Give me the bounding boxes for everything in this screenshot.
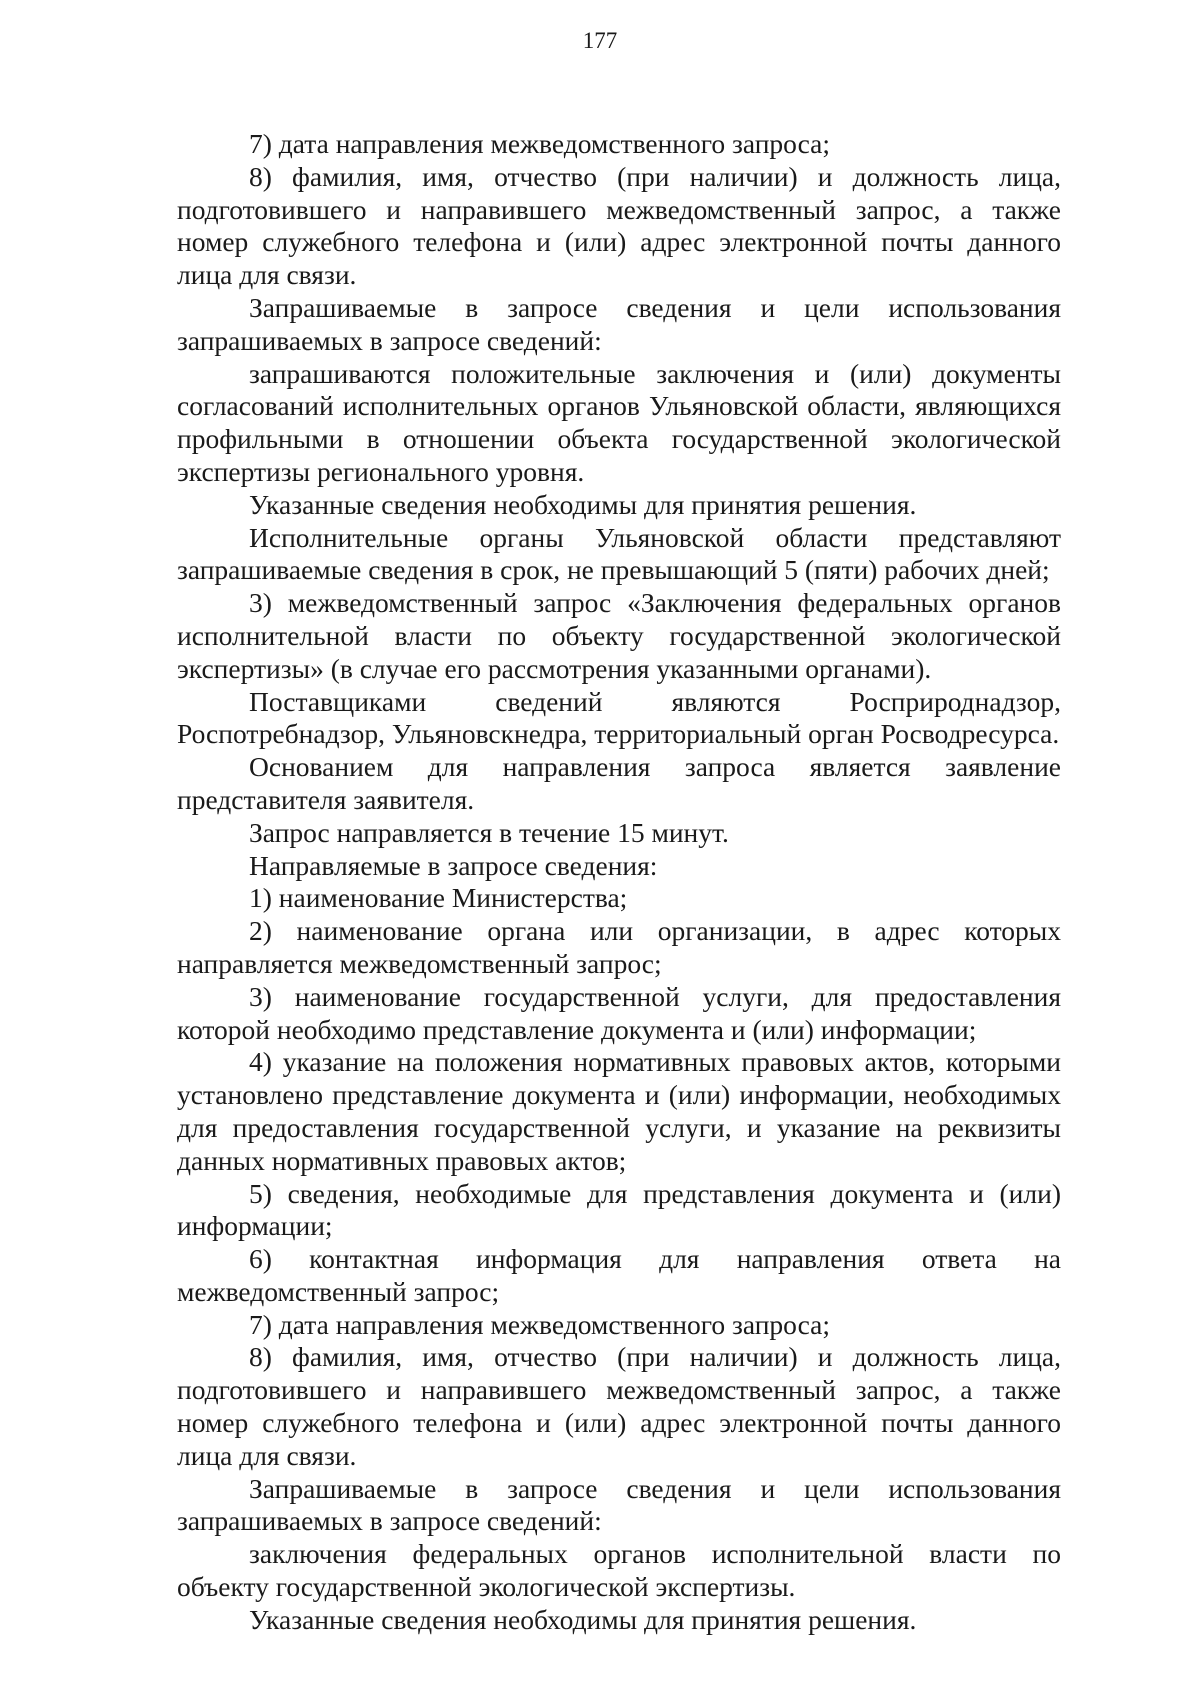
paragraph: 1) наименование Министерства; xyxy=(249,882,628,914)
paragraph: 4) указание на положения нормативных правовых актов, которыми установлено представление документа и (или) информации, необходимых для предоставления государственной услуги, и указание на реквизиты данных нормативных правовых актов; xyxy=(177,1046,1061,1176)
paragraph: Запрашиваемые в запросе сведения и цели использования запрашиваемых в запросе сведений: xyxy=(177,1472,1061,1537)
paragraph: Запрашиваемые в запросе сведения и цели использования запрашиваемых в запросе сведений: xyxy=(177,291,1061,356)
paragraph: Указанные сведения необходимы для принятия решения. xyxy=(249,1603,917,1635)
paragraph: 5) сведения, необходимые для представления документа и (или) информации; xyxy=(177,1177,1061,1242)
page-number: 177 xyxy=(582,28,618,53)
paragraph: 6) контактная информация для направления ответа на межведомственный запрос; xyxy=(177,1243,1061,1307)
paragraph: 2) наименование органа или организации, в адрес которых направляется межведомственный запрос; xyxy=(177,915,1061,979)
document-body xyxy=(177,128,1061,1637)
paragraph: Основанием для направления запроса является заявление представителя заявителя. xyxy=(177,751,1061,815)
paragraph: запрашиваются положительные заключения и (или) документы согласований исполнительных органов Ульяновской области, являющихся профильными в отношении объекта государственной экологической экспертизы регионального уровня. xyxy=(177,357,1061,487)
paragraph: Указанные сведения необходимы для принятия решения. xyxy=(249,488,917,520)
paragraph: 7) дата направления межведомственного запроса; xyxy=(249,128,830,159)
paragraph: 8) фамилия, имя, отчество (при наличии) и должность лица, подготовившего и направившего межведомственный запрос, а также номер служебного телефона и (или) адрес электронной почты данного лица для связи. xyxy=(177,160,1061,291)
paragraph: 8) фамилия, имя, отчество (при наличии) и должность лица, подготовившего и направившего межведомственный запрос, а также номер служебного телефона и (или) адрес электронной почты данного лица для связи. xyxy=(177,1341,1061,1471)
paragraph: 3) межведомственный запрос «Заключения федеральных органов исполнительной власти по объекту государственной экологической экспертизы» (в случае его рассмотрения указанными органами). xyxy=(177,587,1061,684)
paragraph: Поставщиками сведений являются Росприроднадзор, Роспотребнадзор, Ульяновскнедра, территориальный орган Росводресурса. xyxy=(177,685,1061,750)
paragraph: заключения федеральных органов исполнительной власти по объекту государственной экологической экспертизы. xyxy=(177,1538,1061,1603)
paragraph: Запрос направляется в течение 15 минут. xyxy=(249,816,729,848)
paragraph: 7) дата направления межведомственного запроса; xyxy=(249,1308,830,1340)
paragraph: Направляемые в запросе сведения: xyxy=(249,849,658,881)
paragraph: Исполнительные органы Ульяновской области представляют запрашиваемые сведения в срок, не превышающий 5 (пяти) рабочих дней; xyxy=(177,521,1061,586)
paragraph: 3) наименование государственной услуги, для предоставления которой необходимо представление документа и (или) информации; xyxy=(177,980,1061,1045)
